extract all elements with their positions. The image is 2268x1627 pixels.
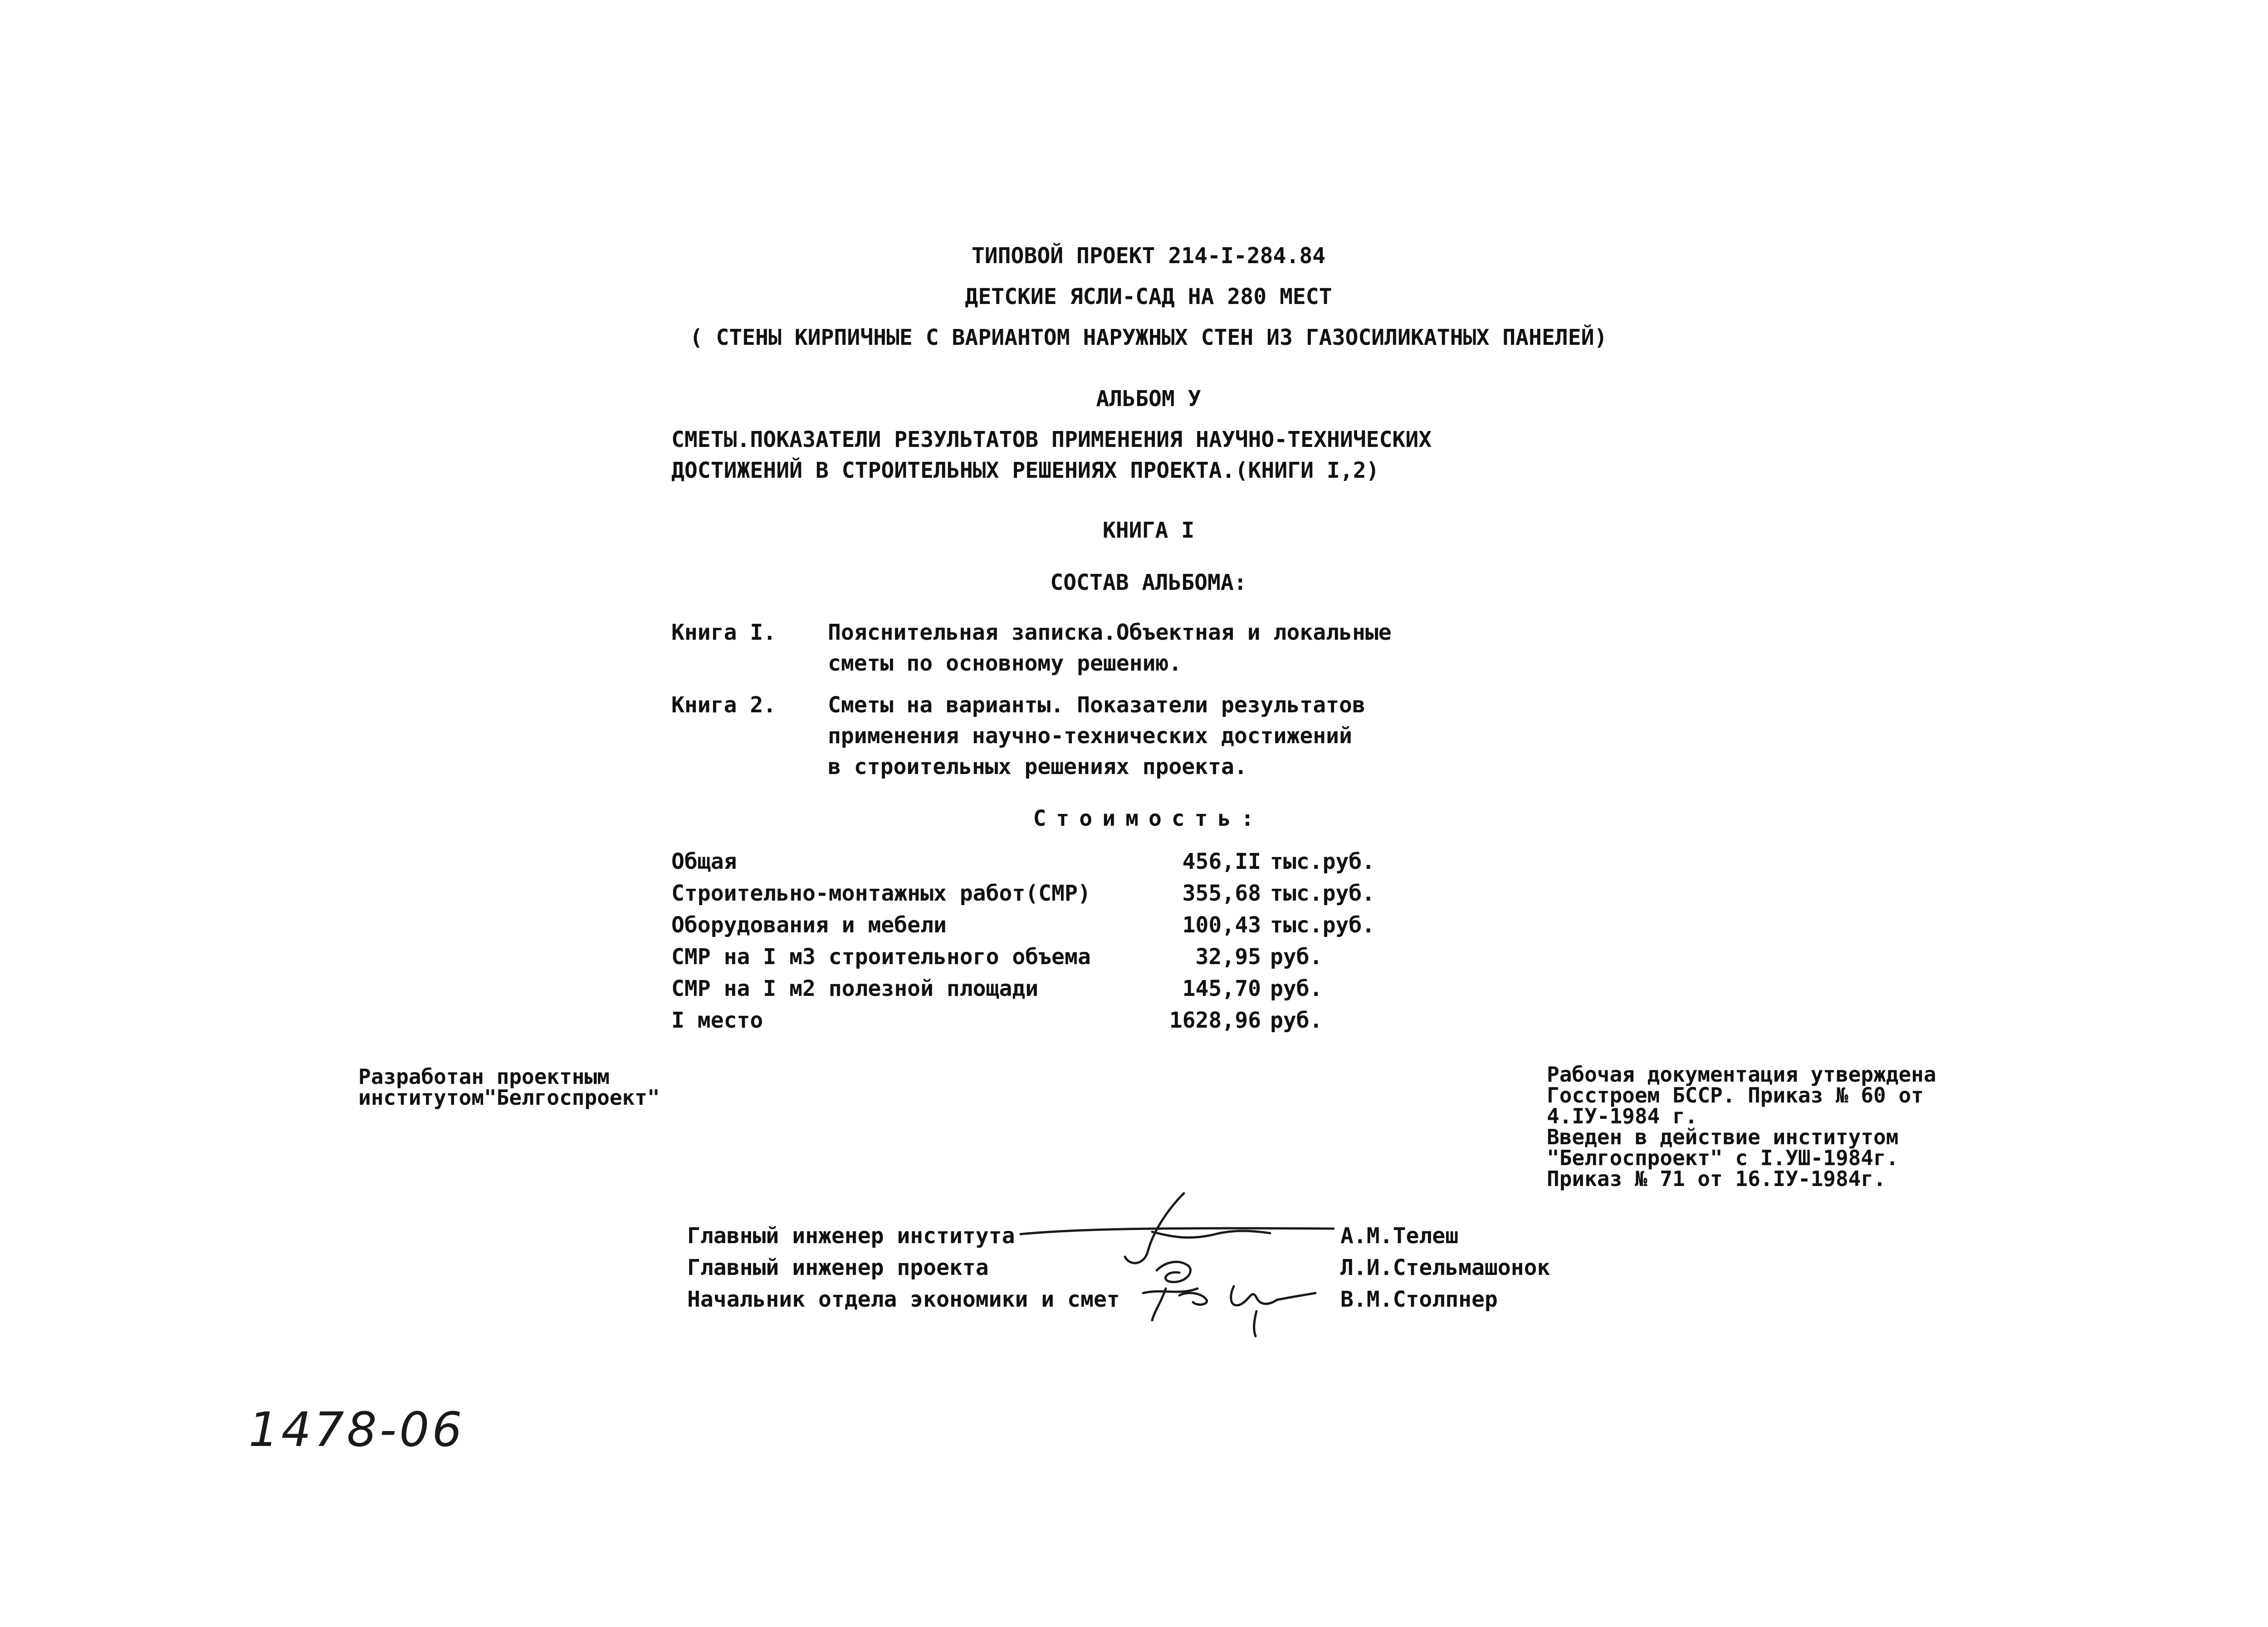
cost-value: 145,70 xyxy=(1182,976,1261,1001)
signature-stroke xyxy=(1021,1228,1334,1234)
book-2-label: Книга 2. xyxy=(671,692,777,718)
signature-stroke xyxy=(1277,1293,1315,1300)
book-2-line: применения научно-технических достижений xyxy=(828,723,1352,749)
book-title: КНИГА I xyxy=(1102,518,1195,543)
approval-line: "Белгоспроект" с I.УШ-1984г. xyxy=(1547,1146,1899,1170)
cost-row xyxy=(671,941,1533,973)
cost-label: I место xyxy=(671,1008,763,1033)
contents-title: СОСТАВ АЛЬБОМА: xyxy=(1050,570,1247,595)
book-2-description xyxy=(828,690,1365,782)
cost-row xyxy=(671,973,1533,1005)
book-1-label: Книга I. xyxy=(671,620,777,645)
cost-value: 100,43 xyxy=(1182,912,1261,938)
cost-unit: руб. xyxy=(1270,944,1323,970)
cost-value: 32,95 xyxy=(1195,944,1261,970)
signature-role: Главный инженер института xyxy=(687,1223,1015,1249)
cost-unit: тыс.руб. xyxy=(1270,849,1375,874)
cost-unit: руб. xyxy=(1270,976,1323,1001)
cost-unit: руб. xyxy=(1270,1008,1323,1033)
developer-line: институтом"Белгоспроект" xyxy=(358,1085,660,1110)
developer-line: Разработан проектным xyxy=(358,1064,610,1089)
cost-row xyxy=(671,910,1533,941)
cost-label: СМР на I м2 полезной площади xyxy=(671,976,1039,1001)
cost-row xyxy=(671,846,1533,878)
cost-row xyxy=(671,1005,1533,1037)
handwritten-number: 1478-06 xyxy=(249,1402,465,1457)
cost-label: Общая xyxy=(671,849,737,874)
approval-line: Введен в действие институтом xyxy=(1547,1125,1899,1149)
book-2-line: в строительных решениях проекта. xyxy=(828,754,1247,779)
signature-name: А.М.Телеш xyxy=(1340,1223,1459,1249)
book-1-description xyxy=(828,617,1392,679)
signature-name: Л.И.Стельмашонок xyxy=(1340,1255,1550,1280)
cost-row xyxy=(671,878,1533,910)
book-1-line: Пояснительная записка.Объектная и локальные xyxy=(828,620,1392,645)
signature-stroke xyxy=(1179,1293,1207,1305)
signature-stroke xyxy=(1254,1311,1256,1336)
book-1-line: сметы по основному решению. xyxy=(828,651,1182,676)
album-description-line-2: ДОСТИЖЕНИЙ В СТРОИТЕЛЬНЫХ РЕШЕНИЯХ ПРОЕКТА.(КНИГИ I,2) xyxy=(671,458,1379,483)
book-2-line: Сметы на варианты. Показатели результатов xyxy=(828,692,1365,718)
approval-line: 4.IУ-1984 г. xyxy=(1547,1104,1698,1128)
cost-unit: тыс.руб. xyxy=(1270,881,1375,906)
signature-stroke xyxy=(1152,1289,1166,1320)
album-description-line-1: СМЕТЫ.ПОКАЗАТЕЛИ РЕЗУЛЬТАТОВ ПРИМЕНЕНИЯ НАУЧНО-ТЕХНИЧЕСКИХ xyxy=(671,427,1432,452)
signature-stroke xyxy=(1231,1286,1277,1305)
signature-role: Начальник отдела экономики и смет xyxy=(687,1287,1120,1312)
object-title: ДЕТСКИЕ ЯСЛИ-САД НА 280 МЕСТ xyxy=(965,284,1332,309)
cost-value: 456,II xyxy=(1182,849,1261,874)
handwritten-signatures xyxy=(1016,1180,1361,1343)
cost-label: Оборудования и мебели xyxy=(671,912,947,938)
walls-note: ( СТЕНЫ КИРПИЧНЫЕ С ВАРИАНТОМ НАРУЖНЫХ СТЕН ИЗ ГАЗОСИЛИКАТНЫХ ПАНЕЛЕЙ) xyxy=(689,325,1608,350)
album-title: АЛЬБОМ У xyxy=(1096,386,1201,412)
cost-label: Строительно-монтажных работ(СМР) xyxy=(671,881,1091,906)
signature-stroke xyxy=(1152,1231,1270,1238)
approval-line: Рабочая документация утверждена xyxy=(1547,1062,1936,1087)
cost-label: СМР на I м3 строительного объема xyxy=(671,944,1091,970)
signature-stroke xyxy=(1157,1262,1190,1282)
cost-value: 1628,96 xyxy=(1169,1008,1261,1033)
signature-name: В.М.Столпнер xyxy=(1340,1287,1498,1312)
cost-value: 355,68 xyxy=(1182,881,1261,906)
cost-title: Стоимость: xyxy=(1033,806,1264,831)
approval-note xyxy=(1547,1064,1936,1189)
approval-line: Госстроем БССР. Приказ № 60 от xyxy=(1547,1083,1924,1108)
developer-note xyxy=(358,1066,660,1108)
cost-unit: тыс.руб. xyxy=(1270,912,1375,938)
project-code: ТИПОВОЙ ПРОЕКТ 214-I-284.84 xyxy=(971,243,1326,269)
approval-line: Приказ № 71 от 16.IУ-1984г. xyxy=(1547,1166,1886,1191)
signature-role: Главный инженер проекта xyxy=(687,1255,989,1280)
